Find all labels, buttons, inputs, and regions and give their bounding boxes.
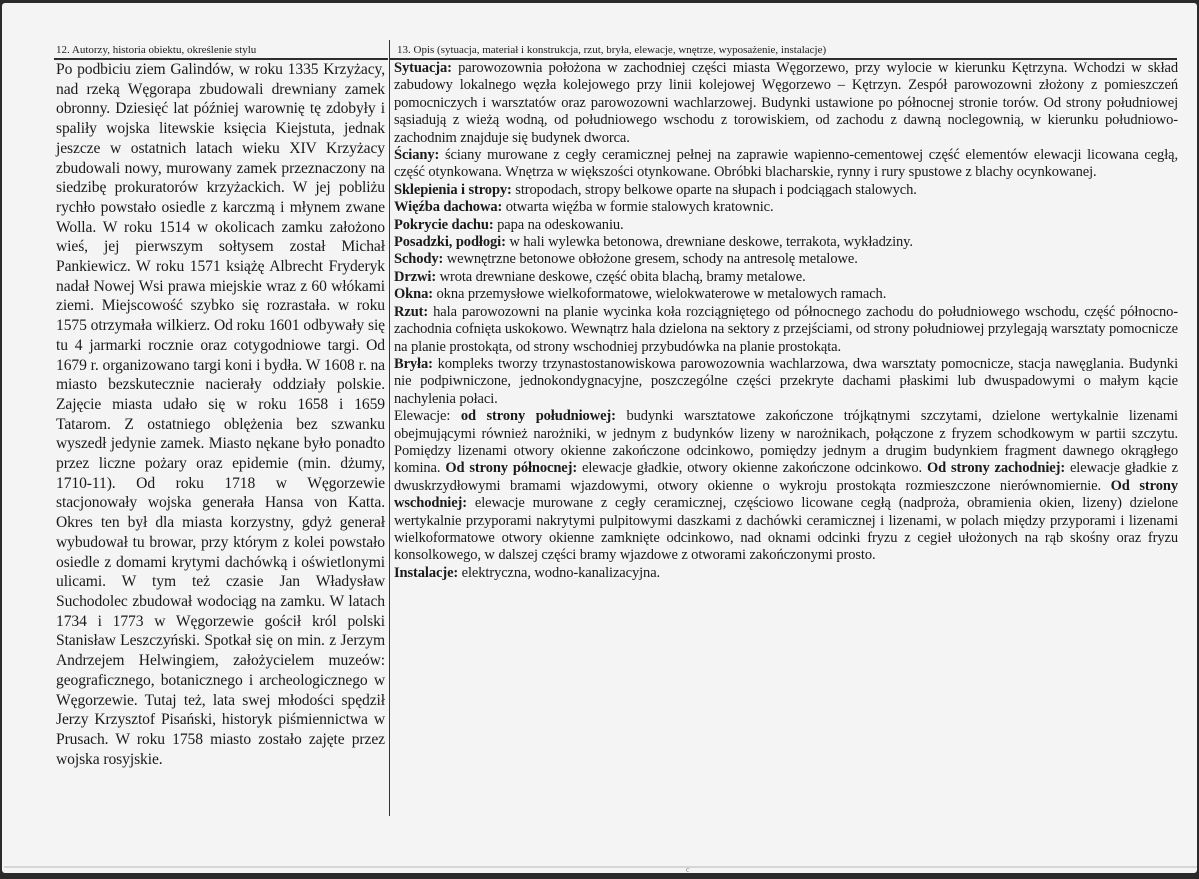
- elevation-west-text: elewacje gładkie z dwuskrzydłowymi bramami wjazdowymi, otwory okienne o wykroju prostokąta rozmieszczone nierównomiernie.: [394, 460, 1178, 494]
- column-divider: [389, 40, 390, 816]
- item-label: Posadzki, podłogi:: [394, 234, 506, 251]
- description-item-stairs: [394, 251, 1178, 268]
- item-text: wewnętrzne betonowe obłożone gresem, schody na antresolę metalowe.: [443, 251, 858, 268]
- item-text: w hali wylewka betonowa, drewniane deskowe, terrakota, wykładziny.: [505, 234, 913, 251]
- item-text: stropodach, stropy belkowe oparte na słupach i podciągach stalowych.: [511, 181, 917, 198]
- description-item-installations: [394, 565, 1178, 582]
- elevation-south-text: budynki warsztatowe zakończone trójkątnymi szczytami, dzielone wertykalnie lizenami obejmującymi również narożniki, w jednym z budynków lizeny w narożnikach, połączone z fryzem schodkowym w partii szczytu. Pomiędzy lizenami otwory okienne zakończone odcinkowo, pomiędzy jednym a drugim budynkiem fragment dawnego okrągłego komina.: [394, 408, 1178, 477]
- item-text: parowozownia położona w zachodniej części miasta Węgorzewo, przy wylocie w kierunku Kętrzyna. Wchodzi w skład zabudowy lokalnego węzła kolejowego przy linii kolejowej Węgorzewo – Kętrzyn. Zespół parowozowni złożony z pomieszczeń pomocniczych i warsztatów oraz parowozowni wachlarzowej. Budynki ustawione po północnej stronie torów. Od strony południowej sąsiadują z wieżą wodną, od południowego wschodu z torowiskiem, od zachodu z dawną noclegownią, w kierunku południowo-zachodnim znajduje się budynek dworca.: [394, 60, 1178, 146]
- item-text: otwarta więźba w formie stalowych kratownic.: [502, 199, 774, 216]
- description-item-elevations: [394, 408, 1178, 565]
- item-text: hala parowozowni na planie wycinka koła rozciągniętego od północnego zachodu do południowego wschodu, część północno-zachodnia cofnięta uskokowo. Wewnątrz hala dzielona na sektory z przejściami, od strony południowej przylegają warsztaty pomocnicze na planie prostokąta, od strony wschodniej przybudówka na planie prostokąta.: [394, 303, 1178, 355]
- elevation-east-text: elewacje murowane z cegły ceramicznej, częściowo licowane cegłą (nadproża, obramienia okien, lizeny) dzielone wertykalnie przyporami nakrytymi pulpitowymi daszkami z dachówki ceramicznej i lizenami, w polach między przyporami i lizenami wielkoformatowe otwory okienne zamknięte odcinkowo, nad oknami odcinki fryzu z cegieł ułożonych na rąb skośny oraz fryzu konsolkowego, w dalszej części bramy wjazdowe z otworami zakończonymi prosto.: [394, 495, 1178, 564]
- elevation-north-label: Od strony północnej:: [445, 460, 578, 477]
- elevations-intro: Elewacje:: [394, 408, 461, 425]
- item-label: Drzwi:: [394, 268, 437, 285]
- item-text: kompleks tworzy trzynastostanowiskowa parowozownia wachlarzowa, dwa warsztaty pomocnicze, stacja nawęglania. Budynki nie podpiwniczone, jednokondygnacyjne, poszczególne części przekryte dachami płaskimi lub dwuspadowymi o małym kącie nachylenia połaci.: [394, 355, 1178, 407]
- elevation-east-label: Od strony wschodniej:: [394, 477, 1178, 512]
- description-item-situation: [394, 60, 1178, 147]
- description-item-walls: [394, 147, 1178, 182]
- description-item-roof-truss: [394, 199, 1178, 216]
- item-text: elektryczna, wodno-kanalizacyjna.: [458, 564, 661, 581]
- description-item-floors: [394, 234, 1178, 251]
- item-label: Schody:: [394, 251, 444, 268]
- elevation-west-label: Od strony zachodniej:: [926, 460, 1066, 477]
- item-label: Okna:: [394, 286, 433, 303]
- item-label: Sytuacja:: [394, 60, 452, 76]
- description-item-roofing: [394, 217, 1178, 234]
- item-label: Sklepienia i stropy:: [394, 181, 512, 198]
- description-item-ceilings: [394, 182, 1178, 199]
- scan-mark: c: [686, 865, 690, 874]
- description-item-doors: [394, 269, 1178, 286]
- elevation-north-text: elewacje gładkie, otwory okienne zakończone odcinkowo.: [577, 460, 927, 477]
- item-text: wrota drewniane deskowe, część obita blachą, bramy metalowe.: [436, 268, 806, 285]
- item-label: Rzut:: [394, 303, 429, 320]
- history-text: Po podbiciu ziem Galindów, w roku 1335 Krzyżacy, nad rzeką Węgorapa zbudowali drewniany zamek obronny. Dziesięć lat później warownię tę zdobyły i spaliły wojska litewskie księcia Kiejstuta, jednak jeszcze w ostatnich latach wieku XIV Krzyżacy zbudowali nowy, murowany zamek przeznaczony na siedzibę prokuratorów krzyżackich. W jej pobliżu rychło powstało osiedle z karczmą i młynem zwane Wolla. W roku 1514 w okolicach zamku założono wieś, jej pierwszym sołtysem został Michał Pankiewicz. W roku 1571 książę Albrecht Fryderyk nadał Nowej Wsi prawa miejskie wraz z 60 włókami ziemi. Miejscowość szybko się rozrastała. w roku 1575 otrzymała wilkierz. Od roku 1601 odbywały się tu 4 jarmarki rocznie oraz cotygodniowe targi. Od 1679 r. organizowano targi koni i bydła. W 1608 r. na miasto bezskutecznie nacierały oddziały polskie. Zajęcie miasta udało się w roku 1658 i 1659 Tatarom. Z ostatniego oblężenia bez szwanku wyszedł jedynie zamek. Miasto nękane było ponadto przez liczne pożary oraz epidemie (min. dżumy, 1710-11). Od roku 1718 w Węgorzewie stacjonowały wojska generała Hansa von Katta. Okres ten był dla miasta korzystny, gdyż generał wybudował tu browar, przy którym z kolei powstało osiedle z domami krytymi dachówką i oświetlonymi ulicami. W tym też czasie Jan Władysław Suchodolec zbudował wodociąg na zamku. W latach 1734 i 1773 w Węgorzewie gościł król polski Stanisław Leszczyński. Spotkał się on min. z Jerzym Andrzejem Helwingiem, założycielem muzeów: geograficznego, botanicznego i archeologicznego w Węgorzewie. Tutaj też, lata swej młodości spędził Jerzy Krzysztof Pisański, historyk piśmiennictwa w Prusach. W roku 1758 miasto zostało zajęte przez wojska rosyjskie.: [56, 61, 385, 768]
- description-item-windows: [394, 286, 1178, 303]
- item-text: ściany murowane z cegły ceramicznej pełnej na zaprawie wapienno-cementowej część elementów elewacji licowana cegłą, część otynkowana. Wnętrza w większości otynkowane. Obróbki blacharskie, rynny i rury spustowe z blachy ocynkowanej.: [394, 147, 1178, 181]
- item-text: okna przemysłowe wielkoformatowe, wielokwaterowe w metalowych ramach.: [433, 286, 887, 303]
- item-label: Instalacje:: [394, 564, 459, 581]
- section-12-heading: 12. Autorzy, historia obiektu, określenie stylu: [56, 44, 257, 56]
- description-item-plan: [394, 304, 1178, 356]
- item-label: Bryła:: [394, 355, 433, 372]
- description-text: [394, 60, 1178, 582]
- elevation-south-label: od strony południowej:: [460, 408, 616, 425]
- paper-edge: [4, 866, 1197, 868]
- item-label: Ściany:: [394, 147, 440, 164]
- section-13-heading: 13. Opis (sytuacja, materiał i konstrukcja, rzut, bryła, elewacje, wnętrze, wyposażenie, instalacje): [397, 44, 827, 56]
- item-label: Pokrycie dachu:: [394, 216, 494, 233]
- item-label: Więźba dachowa:: [394, 199, 503, 216]
- item-text: papa na odeskowaniu.: [493, 216, 624, 233]
- description-item-massing: [394, 356, 1178, 408]
